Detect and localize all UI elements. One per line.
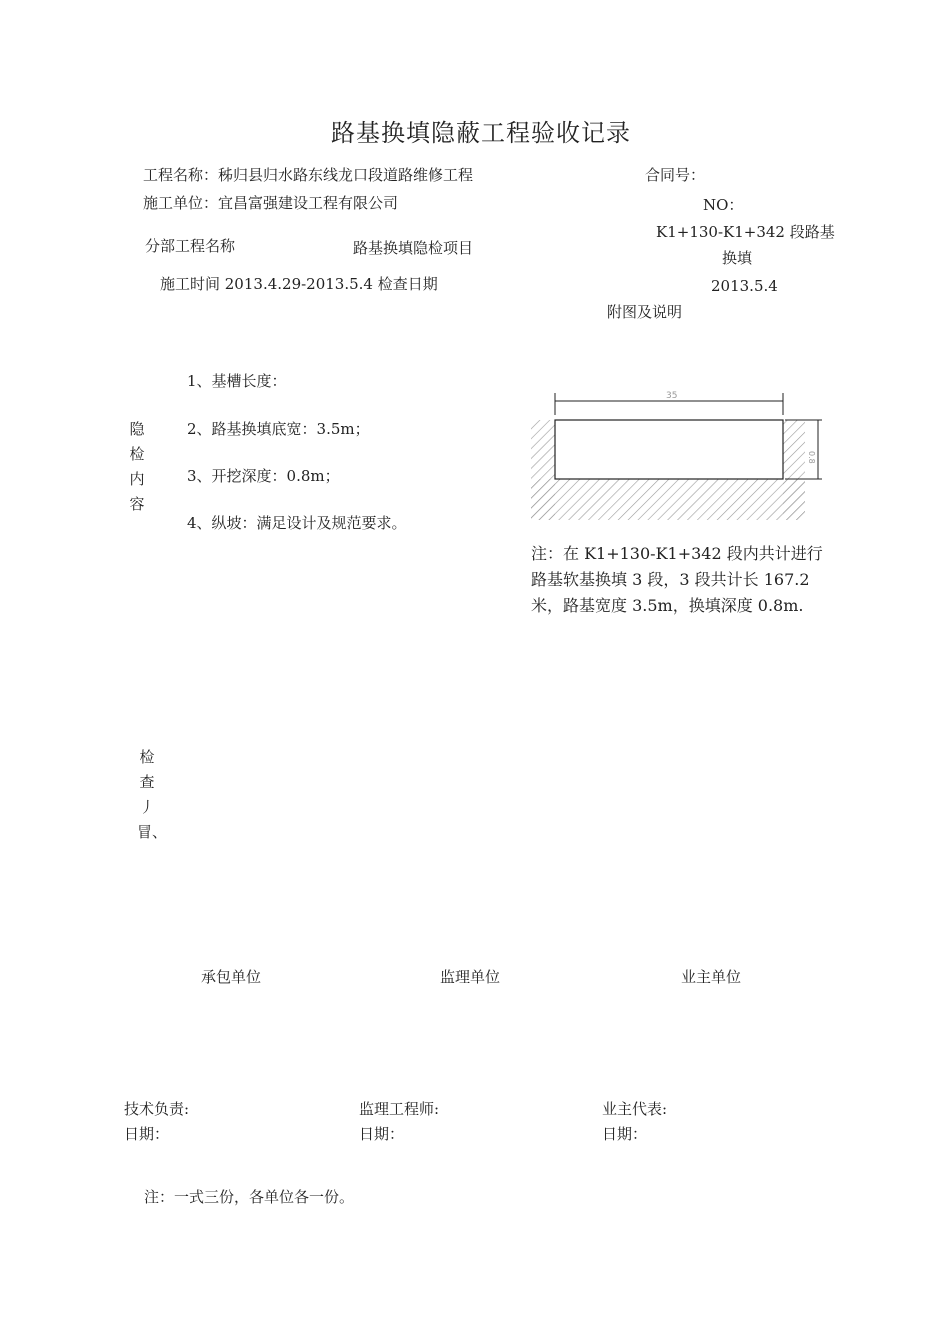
hidden-item-label: 路基换填隐检项目 <box>353 239 474 257</box>
project-name-value: 秭归县归水路东线龙口段道路维修工程 <box>218 166 474 184</box>
side-char: 丿 <box>139 798 155 816</box>
contract-no-label: 合同号： <box>645 166 706 184</box>
construction-time: 施工时间 2013.4.29-2013.5.4 检查日期 <box>160 275 438 293</box>
check-item: 2、路基换填底宽：3.5m； <box>187 420 370 438</box>
record-no-label: NO： <box>703 196 744 214</box>
side-char: 内 <box>129 470 145 488</box>
copies-footnote: 注：一式三份，各单位各一份。 <box>144 1188 355 1206</box>
figure-label: 附图及说明 <box>607 303 683 321</box>
figure-note: 注：在 K1+130-K1+342 段内共计进行路基软基换填 3 段，3 段共计长 167.2 米，路基宽度 3.5m，换填深度 0.8m. <box>531 544 823 615</box>
width-dimension-label: 35 <box>666 391 678 401</box>
date-label: 日期： <box>124 1125 170 1143</box>
contractor-line <box>143 193 398 213</box>
supervisor-unit-label: 监理单位 <box>440 968 501 986</box>
engineer-signature: 监理工程师: <box>359 1100 440 1118</box>
side-char: 检 <box>139 748 155 766</box>
check-item: 1、基槽长度： <box>187 372 287 390</box>
section-name-line2: 换填 <box>722 249 753 267</box>
project-name-label: 工程名称： <box>143 166 219 184</box>
date-label: 日期： <box>602 1125 648 1143</box>
section-name-line1: K1+130-K1+342 段路基 <box>656 223 835 241</box>
check-date: 2013.5.4 <box>711 277 778 295</box>
side-char: 查 <box>139 773 155 791</box>
hidden-content-side-label <box>127 417 147 517</box>
sub-project-label: 分部工程名称 <box>145 237 236 255</box>
contractor-label: 施工单位： <box>143 194 219 212</box>
side-char: 容 <box>129 495 145 513</box>
bottom-soil-hatch <box>531 479 805 520</box>
page-title: 路基换填隐蔽工程验收记录 <box>331 119 631 147</box>
date-label: 日期： <box>359 1125 405 1143</box>
check-item: 4、纵坡：满足设计及规范要求。 <box>187 514 407 532</box>
depth-dimension-label: 0.8 <box>807 451 816 464</box>
project-name-line <box>143 165 473 185</box>
check-item: 3、开挖深度：0.8m； <box>187 467 340 485</box>
opinion-side-label <box>137 745 168 845</box>
contractor-value: 宜昌富强建设工程有限公司 <box>218 194 399 212</box>
contractor-unit-label: 承包单位 <box>201 968 262 986</box>
trench-area <box>555 420 783 479</box>
owner-rep-signature: 业主代表: <box>602 1100 668 1118</box>
side-char: 冒、 <box>137 823 168 841</box>
owner-unit-label: 业主单位 <box>681 968 742 986</box>
side-char: 检 <box>129 445 145 463</box>
side-char: 隐 <box>129 420 145 438</box>
tech-lead-signature: 技术负责: <box>124 1100 190 1118</box>
trench-cross-section-diagram <box>525 385 825 525</box>
